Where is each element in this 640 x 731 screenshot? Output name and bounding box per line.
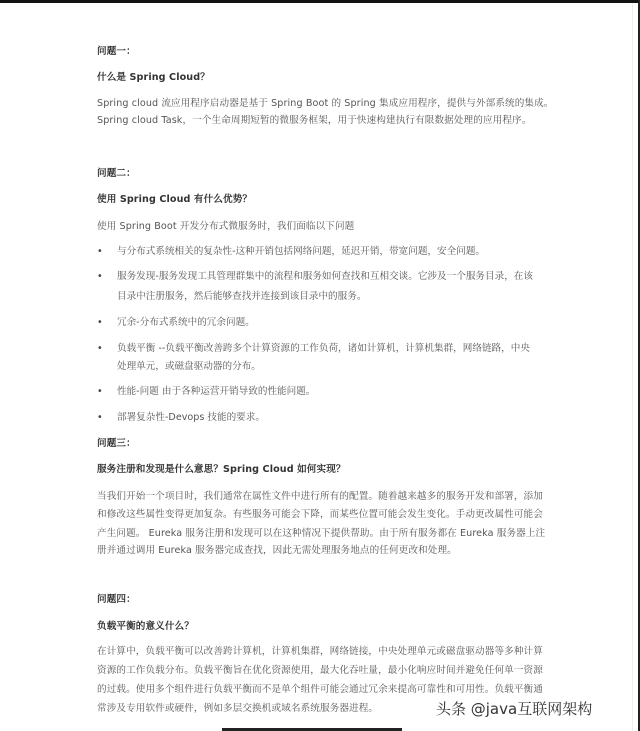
paragraph-line: 当我们开始一个项目时，我们通常在属性文件中进行所有的配置。随着越来越多的服务开发和部署，添加 (97, 491, 543, 502)
bullet-dot: • (97, 343, 103, 354)
bullet-dot: • (97, 386, 103, 397)
paragraph-line: 和修改这些属性变得更加复杂。有些服务可能会下降，而某些位置可能会发生变化。手动更改属性可能会 (97, 509, 543, 520)
bullet-text: 与分布式系统相关的复杂性-这种开销包括网络问题，延迟开销，带宽问题，安全问题。 (117, 246, 486, 257)
bullet-text: 冗余-分布式系统中的冗余问题。 (117, 317, 255, 328)
bullet-text: 目录中注册服务，然后能够查找并连接到该目录中的服务。 (117, 291, 367, 302)
question-title: 服务注册和发现是什么意思？Spring Cloud 如何实现？ (97, 464, 346, 475)
paragraph-line: 资源的工作负载分布。负载平衡旨在优化资源使用，最大化吞吐量，最小化响应时间并避免任何单一资源 (97, 665, 543, 676)
paragraph-line: 在计算中，负载平衡可以改善跨计算机，计算机集群，网络链接，中央处理单元或磁盘驱动器等多种计算 (97, 646, 543, 657)
watermark: 头条 @java互联网架构 (436, 700, 593, 718)
question-title: 什么是 Spring Cloud？ (97, 72, 210, 83)
paragraph-line: 册并通过调用 Eureka 服务器完成查找，因此无需处理服务地点的任何更改和处理。 (97, 545, 457, 556)
bullet-text: 服务发现-服务发现工具管理群集中的流程和服务如何查找和互相交谈。它涉及一个服务目录，在该 (117, 271, 533, 282)
bullet-text: 部署复杂性-Devops 技能的要求。 (117, 412, 265, 423)
question-title: 使用 Spring Cloud 有什么优势？ (97, 194, 253, 205)
bullet-text: 性能-问题 由于各种运营开销导致的性能问题。 (117, 386, 316, 397)
paragraph-line: 常涉及专用软件或硬件，例如多层交换机或域名系统服务器进程。 (97, 703, 379, 714)
paragraph-line: 产生问题。 Eureka 服务注册和发现可以在这种情况下提供帮助。由于所有服务都在 Eureka 服务器上注 (97, 528, 546, 539)
top-border (0, 0, 640, 3)
paragraph-line: Spring cloud 流应用程序启动器是基于 Spring Boot 的 Spring 集成应用程序，提供与外部系统的集成。 (97, 98, 554, 109)
bullet-dot: • (97, 412, 103, 423)
bullet-dot: • (97, 246, 103, 257)
question-label: 问题四： (97, 594, 136, 605)
bullet-dot: • (97, 317, 103, 328)
question-label: 问题三： (97, 438, 136, 449)
paragraph-line: Spring cloud Task，一个生命周期短暂的微服务框架，用于快速构建执行有限数据处理的应用程序。 (97, 115, 532, 126)
bullet-dot: • (97, 271, 103, 282)
question-label: 问题一： (97, 46, 136, 57)
page-edge (632, 3, 633, 731)
bullet-text: 负载平衡 --负载平衡改善跨多个计算资源的工作负荷，诸如计算机，计算机集群，网络链路，中央 (117, 343, 530, 354)
question-label: 问题二： (97, 168, 136, 179)
bullet-text: 处理单元，或磁盘驱动器的分布。 (117, 361, 261, 372)
intro-text: 使用 Spring Boot 开发分布式微服务时，我们面临以下问题 (97, 221, 355, 232)
paragraph-line: 的过载。使用多个组件进行负载平衡而不是单个组件可能会通过冗余来提高可靠性和可用性。负载平衡通 (97, 684, 543, 695)
question-title: 负载平衡的意义什么？ (97, 621, 194, 632)
